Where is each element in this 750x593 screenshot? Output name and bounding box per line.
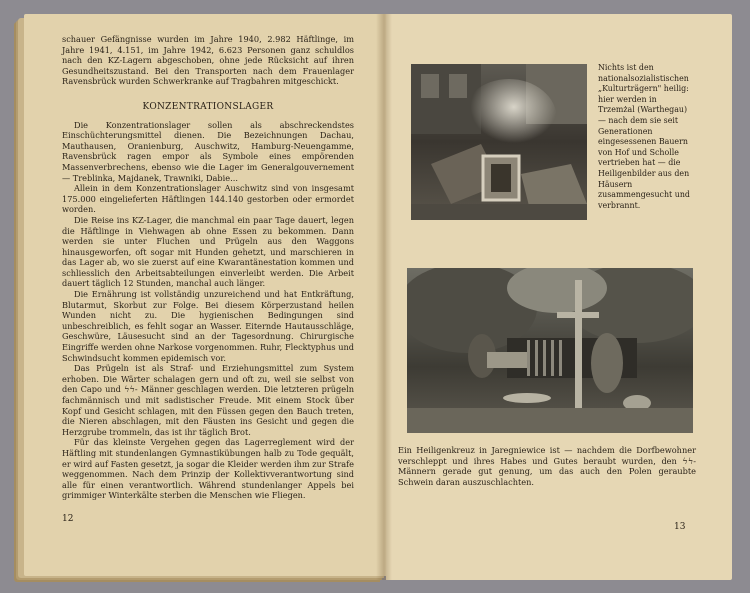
book-gutter — [376, 14, 392, 580]
paragraph-deterrent: Die Konzentrationslager sollen als abschreckendstes Einschüchterungsmittel dienen. Die Bezeichnungen Dachau, Mauthausen, Oranienburg, Auschwitz, Hamburg-Neuengamme, Ravensbrück ragen empor als Symbole eines empörenden Massenverbrechens, ebenso wie die Lager im Generalgouvernement — Treblinka, Majdanek, Trawniki, Dabie... — [62, 119, 354, 183]
paragraph-journey: Die Reise ins KZ-Lager, die manchmal ein paar Tage dauert, legen die Häftlinge in Viehwagen ab ohne Essen zu bekommen. Dann werden sie unter Fluchen und Prügeln aus den Waggons hinausgeworfen, oft sogar mit Hunden gehetzt, und marschieren in das Lager ab, wo sie zuerst auf eine Kwarantänestation kommen und schliesslich den Arbeitsabteilungen einverleibt werden. Die Arbeit dauert täglich 12 Stunden, manchal auch länger. — [62, 214, 354, 289]
caption-wayside-cross: Ein Heiligenkreuz in Jaregniewice ist — nachdem die Dorfbewohner verschleppt und ihres Habes und Gutes beraubt wurden, den ϟϟ-Männern gerade gut genung, um das auch den Polen geraubte Schwein daran auszuschlachten. — [398, 445, 696, 487]
paragraph-auschwitz: Allein in dem Konzentrationslager Auschwitz sind von insgesamt 175.000 eingelieferten Häftlingen 144.140 gestorben oder ermordet worden. — [62, 183, 354, 215]
left-page-text — [62, 34, 354, 501]
page-number-left: 12 — [62, 514, 74, 524]
paragraph-beatings: Das Prügeln ist als Straf- und Erziehungsmittel zum System erhoben. Die Wärter schalagen gern und oft zu, weil sie selbst von den Capo und ϟϟ- Männer geschlagen werden. Die letzteren prügeln fachmännisch und mit sadistischer Freude. Mit einem Stock über Kopf und Gesicht schlagen, mit den Füssen gegen den Bauch treten, die Nieren abschlagen, mit den Fäusten ins Gesicht und gegen die Herzgrube trommeln, das ist ihr täglich Brot. — [62, 363, 354, 437]
photo-wayside-cross — [407, 268, 693, 433]
paragraph-prisons: schauer Gefängnisse wurden im Jahre 1940, 2.982 Häftlinge, im Jahre 1941, 4.151, im Jahre 1942, 6.623 Personen ganz schuldlos nach den KZ-Lagern abgeschoben, ohne jede Rücksicht auf ihren Gesundheitszustand. Bei den Transporten nach dem Frauenlager Ravensbrück wurden Schwerkranke auf Tragbahren mitgeschickt. — [62, 34, 354, 87]
section-heading: KONZENTRATIONSLAGER — [142, 101, 274, 112]
page-number-right: 13 — [674, 522, 686, 532]
burning-icons-photo-icon — [411, 64, 587, 220]
photo-burning-icons — [411, 64, 587, 220]
caption-burning-icons: Nichts ist den nationalsozialistischen „Kulturträgern" heilig: hier werden in Trzemżal (Warthegau) — nach dem sie seit Generationen eingesessenen Bauern von Hof und Scholle vertrieben hat — die Heiligenbilder aus den Häusern zusammengesucht und verbrannt. — [598, 63, 690, 210]
paragraph-punishment: Für das kleinste Vergehen gegen das Lagerreglement wird der Häftling mit stundenlangen Gymnastikübungen halb zu Tode gequält, er wird auf Fasten gesetzt, ja sogar die Kleider werden ihm zur Strafe weggenommen. Nach dem Prinzip der Kollektivverantwortung sind alle für einen verantwortlich. Während stundenlanger Appels bei grimmiger Winterkälte sterben die Menschen wie Fliegen. — [62, 437, 354, 501]
paragraph-nutrition: Die Ernährung ist vollständig unzureichend und hat Entkräftung, Blutarmut, Skorbut zur Folge. Bei diesem Körperzustand heilen Wunden nicht zu. Die hygienischen Bedingungen sind unbeschreiblich, es fehlt sogar an Wasser. Eiternde Hautausschläge, Geschwüre, Läusesucht sind an der Tagesordnung. Chirurgische Eingriffe werden ohne Narkose vorgenommen. Ruhr, Flecktyphus und Schwindsucht kommen epidemisch vor. — [62, 289, 354, 363]
wayside-cross-photo-icon — [407, 268, 693, 433]
